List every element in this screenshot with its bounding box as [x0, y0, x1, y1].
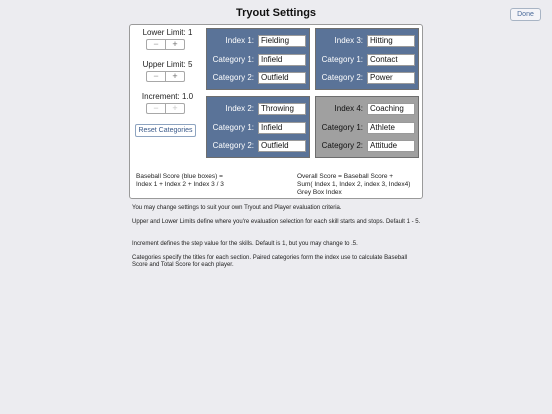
- increment-decrement-button[interactable]: −: [147, 104, 166, 113]
- index-4-category-2-field[interactable]: Attitude: [367, 140, 415, 152]
- baseball-score-formula: [136, 173, 276, 189]
- category-2-row: [316, 72, 418, 84]
- help-text-settings: You may change settings to suit your own Tryout and Player evaluation criteria.: [132, 205, 342, 211]
- help-text-categories: Categories specify the titles for each section. Paired categories form the index use to calculate Baseball Score and Total Score for each player.: [132, 255, 408, 268]
- category-1-row: [207, 54, 309, 66]
- index-row: [207, 103, 309, 115]
- increment-label: Increment: 1.0: [141, 92, 194, 101]
- category-2-label: Category 2:: [212, 141, 254, 150]
- index-1-category-2-field[interactable]: Outfield: [258, 72, 306, 84]
- overall-score-formula: [297, 173, 422, 197]
- increment-increment-button[interactable]: +: [172, 103, 178, 113]
- category-2-label: Category 2:: [212, 73, 254, 82]
- index-label: Index 4:: [334, 104, 363, 113]
- index-3-category-2-field[interactable]: Power: [367, 72, 415, 84]
- overall-formula-line-1: Overall Score = Baseball Score +: [297, 173, 394, 180]
- upper-limit-decrement-button[interactable]: −: [147, 72, 166, 81]
- category-1-label: Category 1:: [321, 55, 363, 64]
- index-label: Index 2:: [225, 104, 254, 113]
- lower-limit-decrement-button[interactable]: −: [147, 40, 166, 49]
- upper-limit-label: Upper Limit: 5: [142, 60, 193, 69]
- category-1-row: [316, 122, 418, 134]
- lower-limit-increment-button[interactable]: +: [172, 39, 178, 49]
- category-1-label: Category 1:: [321, 123, 363, 132]
- index-3-field[interactable]: Hitting: [367, 35, 415, 47]
- upper-limit-increment-button[interactable]: +: [172, 71, 178, 81]
- index-row: [316, 35, 418, 47]
- category-2-row: [316, 140, 418, 152]
- help-text-increment: Increment defines the step value for the skills. Default is 1, but you may change to .5.: [132, 241, 358, 247]
- upper-limit-stepper[interactable]: [146, 71, 185, 82]
- index-1-field[interactable]: Fielding: [258, 35, 306, 47]
- done-button[interactable]: Done: [510, 8, 541, 21]
- index-4-category-1-field[interactable]: Athlete: [367, 122, 415, 134]
- index-row: [316, 103, 418, 115]
- category-1-row: [207, 122, 309, 134]
- baseball-formula-line-1: Baseball Score (blue boxes) =: [136, 173, 223, 180]
- overall-formula-line-2: Sum( Index 1, Index 2, index 3, Index4): [297, 181, 411, 188]
- index-3-category-1-field[interactable]: Contact: [367, 54, 415, 66]
- index-2-category-1-field[interactable]: Infield: [258, 122, 306, 134]
- index-4-field[interactable]: Coaching: [367, 103, 415, 115]
- help-text-limits: Upper and Lower Limits define where you're evaluation selection for each skill starts and stops. Default 1 - 5.: [132, 219, 421, 225]
- index-2-category-2-field[interactable]: Outfield: [258, 140, 306, 152]
- reset-categories-button[interactable]: Reset Categories: [135, 124, 196, 137]
- category-1-row: [316, 54, 418, 66]
- category-2-row: [207, 72, 309, 84]
- index-box-4: [315, 96, 419, 158]
- baseball-formula-line-2: Index 1 + Index 2 + Index 3 / 3: [136, 181, 224, 188]
- index-label: Index 1:: [225, 36, 254, 45]
- category-1-label: Category 1:: [212, 123, 254, 132]
- settings-panel: [129, 24, 423, 199]
- index-2-field[interactable]: Throwing: [258, 103, 306, 115]
- index-label: Index 3:: [334, 36, 363, 45]
- increment-stepper[interactable]: [146, 103, 185, 114]
- lower-limit-stepper[interactable]: [146, 39, 185, 50]
- category-1-label: Category 1:: [212, 55, 254, 64]
- index-box-3: [315, 28, 419, 90]
- index-box-1: [206, 28, 310, 90]
- page-title: Tryout Settings: [235, 7, 317, 19]
- category-2-label: Category 2:: [321, 141, 363, 150]
- category-2-row: [207, 140, 309, 152]
- index-box-2: [206, 96, 310, 158]
- category-2-label: Category 2:: [321, 73, 363, 82]
- lower-limit-label: Lower Limit: 1: [142, 28, 193, 37]
- index-row: [207, 35, 309, 47]
- overall-formula-line-3: Grey Box Index: [297, 189, 342, 196]
- index-1-category-1-field[interactable]: Infield: [258, 54, 306, 66]
